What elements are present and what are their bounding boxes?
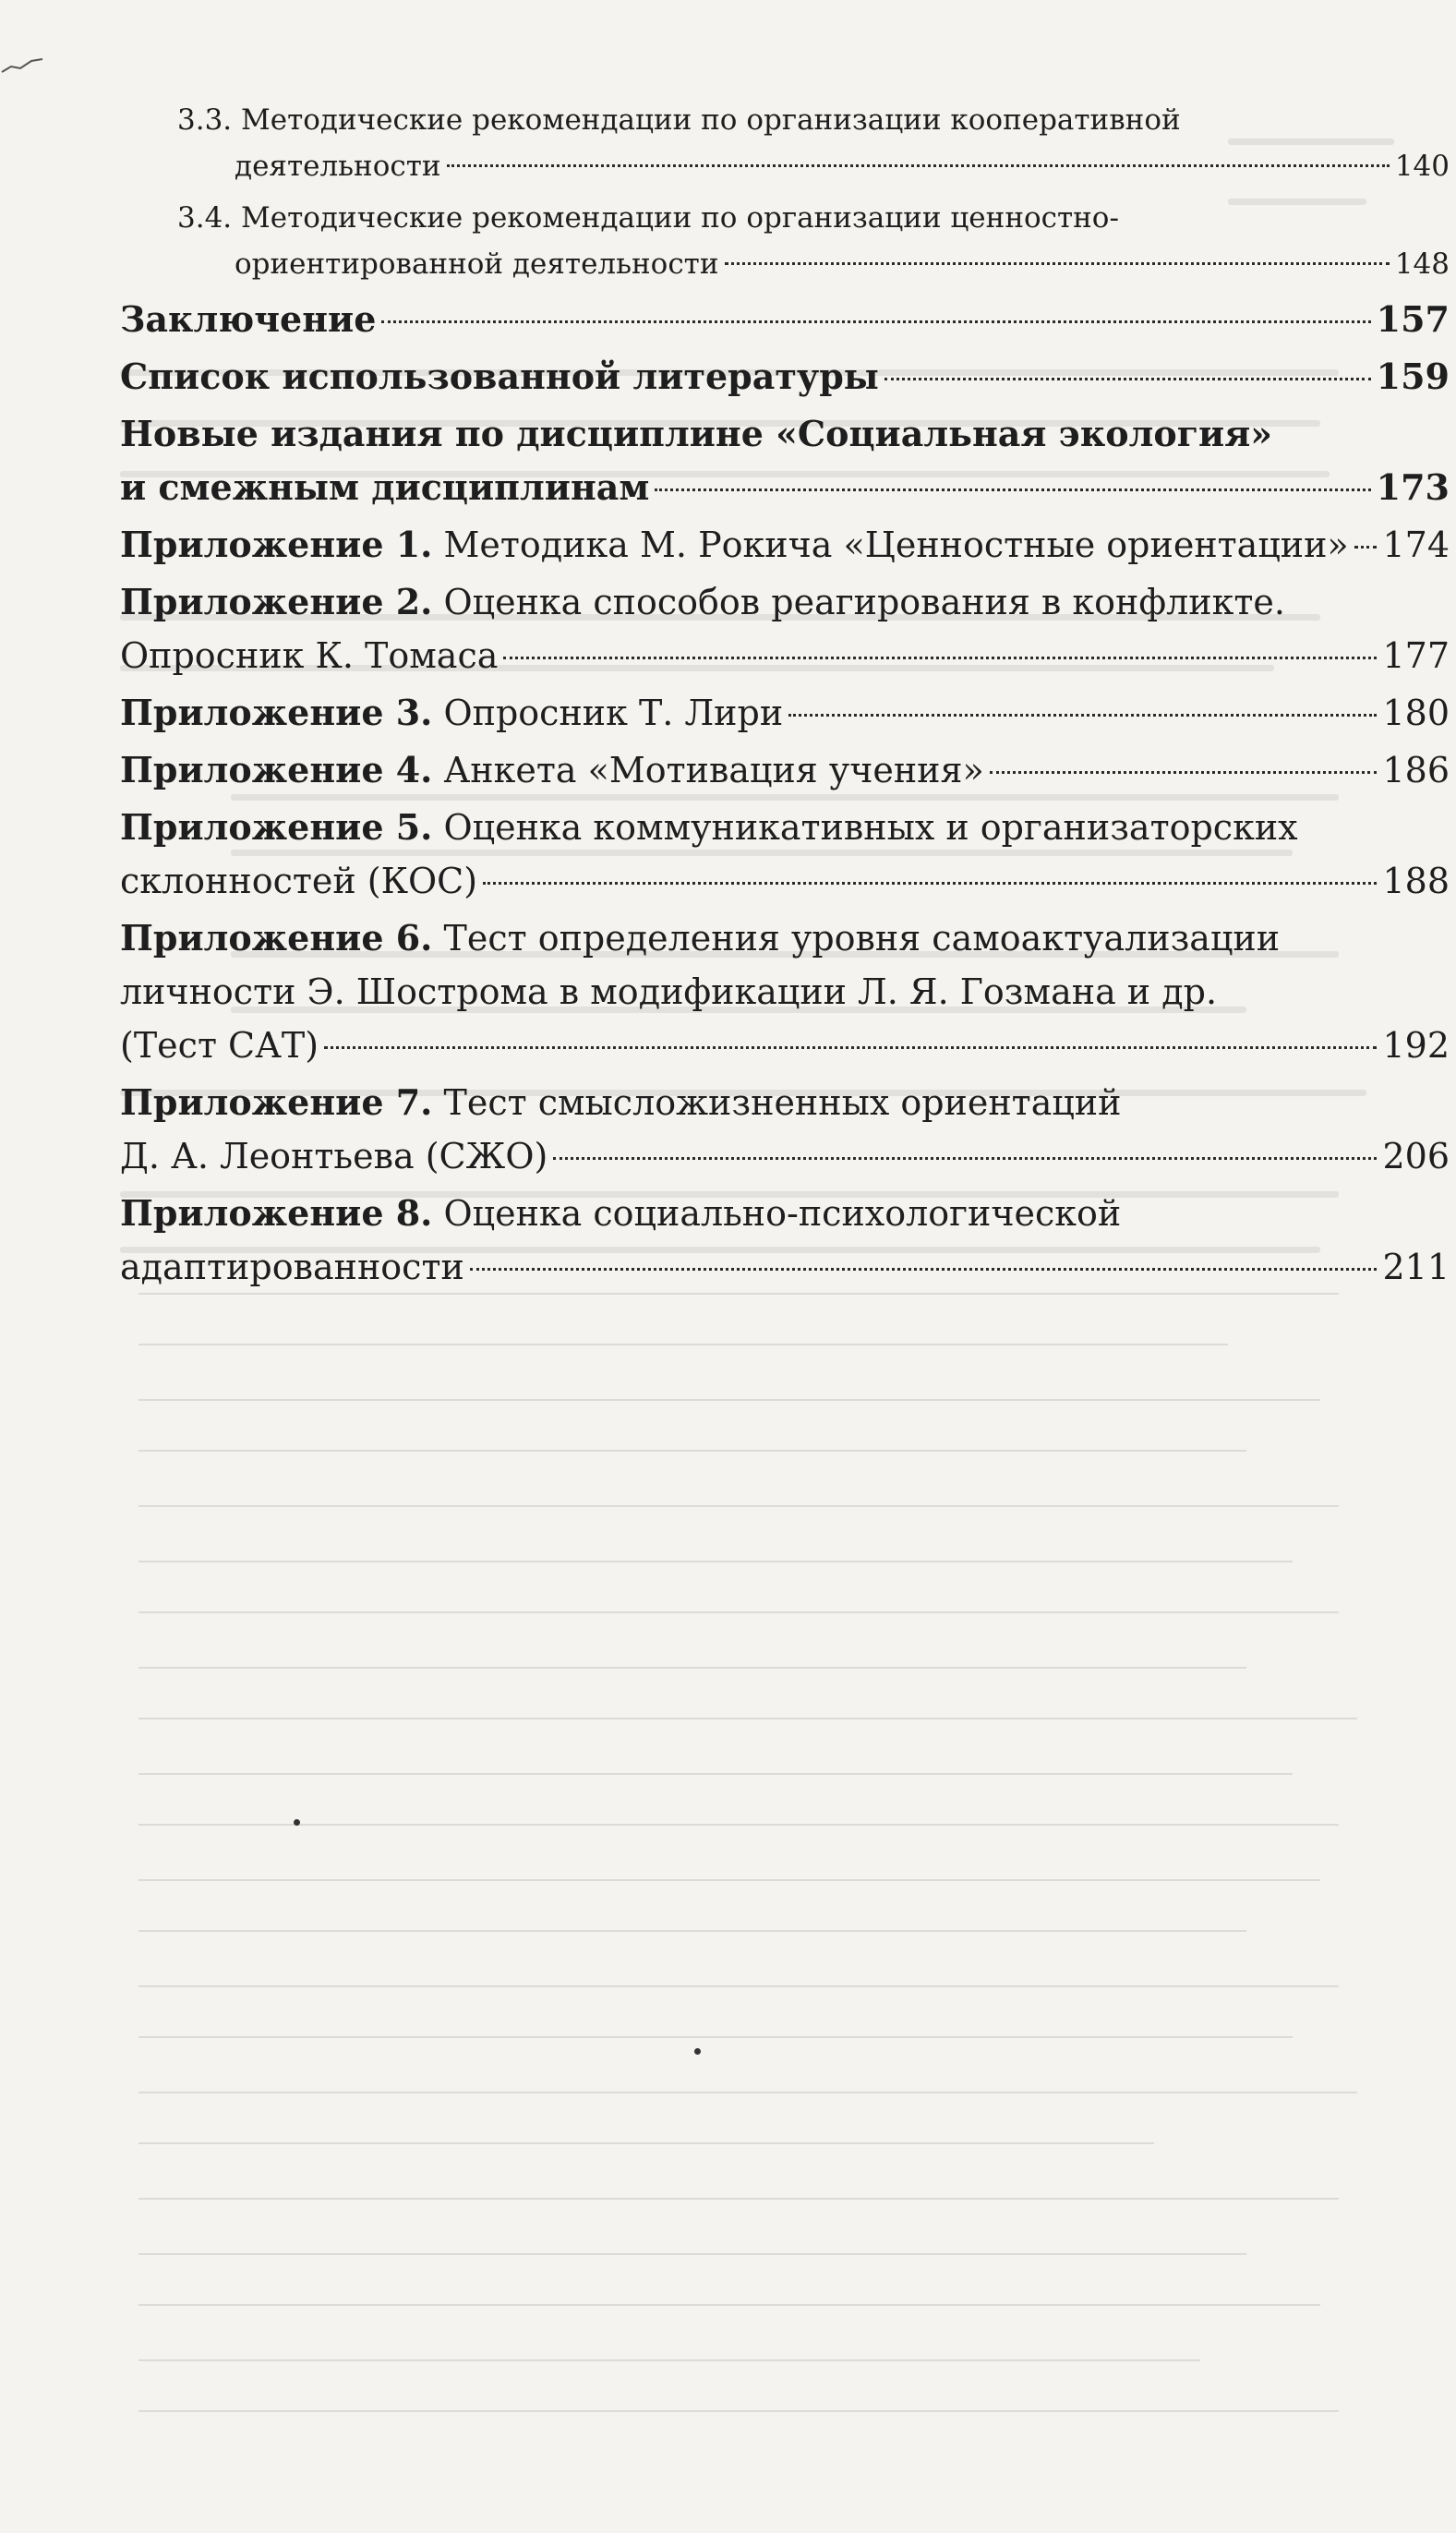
entry-title-continuation: и смежным дисциплинам xyxy=(120,466,650,508)
appendix-label: Приложение 6. xyxy=(120,917,433,959)
toc-entry-new-editions xyxy=(120,407,1450,514)
page-number: 140 xyxy=(1394,150,1450,183)
entry-title: Методические рекомендации по организации ценностно- xyxy=(241,201,1119,235)
scan-mark xyxy=(0,55,46,76)
dot-leader xyxy=(553,1157,1377,1160)
entry-title: Оценка социально-психологической xyxy=(443,1193,1122,1234)
entry-title-continuation: (Тест САТ) xyxy=(120,1025,319,1066)
page-number: 186 xyxy=(1382,750,1450,790)
entry-title: Методика М. Рокича «Ценностные ориентации» xyxy=(443,525,1349,565)
toc-entry-appendix-1 xyxy=(120,518,1450,572)
dot-leader xyxy=(884,378,1371,380)
entry-title: Оценка коммуникативных и организаторских xyxy=(443,807,1298,848)
entry-title-continuation: ориентированной деятельности xyxy=(235,247,719,281)
dot-leader xyxy=(324,1046,1377,1049)
appendix-label: Приложение 5. xyxy=(120,806,433,848)
toc-entry-appendix-4 xyxy=(120,743,1450,797)
entry-title: Методические рекомендации по организации кооперативной xyxy=(241,103,1181,137)
dot-leader xyxy=(483,882,1377,885)
page-number: 177 xyxy=(1382,635,1450,676)
toc-entry-3-3 xyxy=(120,97,1450,189)
toc-entry-appendix-2 xyxy=(120,575,1450,682)
entry-title: Оценка способов реагирования в конфликте. xyxy=(443,582,1285,622)
entry-title-continuation: деятельности xyxy=(235,150,441,183)
appendix-label: Приложение 7. xyxy=(120,1081,433,1123)
entry-title-continuation: склонностей (КОС) xyxy=(120,861,478,901)
entry-title: Заключение xyxy=(120,298,377,340)
entry-title: Список использованной литературы xyxy=(120,356,879,397)
toc-entry-appendix-6 xyxy=(120,911,1450,1072)
toc-entry-3-4 xyxy=(120,195,1450,287)
page-number: 180 xyxy=(1382,693,1450,733)
page-number: 148 xyxy=(1394,247,1450,281)
appendix-label: Приложение 1. xyxy=(120,524,433,565)
page-number: 211 xyxy=(1382,1247,1450,1287)
dot-leader xyxy=(725,262,1390,265)
dot-leader xyxy=(1354,546,1378,549)
dot-leader xyxy=(655,489,1370,491)
entry-title-continuation: Опросник К. Томаса xyxy=(120,635,499,676)
dot-leader xyxy=(470,1268,1378,1271)
page-number: 173 xyxy=(1376,466,1450,508)
table-of-contents xyxy=(120,97,1450,1294)
section-number: 3.3. xyxy=(177,103,233,137)
dot-leader xyxy=(788,714,1377,717)
appendix-label: Приложение 4. xyxy=(120,749,433,790)
page-number: 174 xyxy=(1382,525,1450,565)
ink-spot xyxy=(694,2048,701,2055)
toc-entry-appendix-7 xyxy=(120,1076,1450,1183)
entry-title-continuation: адаптированности xyxy=(120,1247,464,1287)
entry-title: Анкета «Мотивация учения» xyxy=(443,750,984,790)
entry-title-continuation: Д. А. Леонтьева (СЖО) xyxy=(120,1136,548,1176)
appendix-label: Приложение 8. xyxy=(120,1192,433,1234)
toc-entry-appendix-3 xyxy=(120,686,1450,740)
entry-title: Опросник Т. Лири xyxy=(443,693,784,733)
page-number: 157 xyxy=(1376,298,1450,340)
dot-leader xyxy=(447,164,1390,167)
section-number: 3.4. xyxy=(177,201,233,235)
page-number: 159 xyxy=(1376,356,1450,397)
page-number: 192 xyxy=(1382,1025,1450,1066)
entry-title: Тест смысложизненных ориентаций xyxy=(443,1082,1122,1123)
dot-leader xyxy=(990,771,1378,774)
toc-entry-appendix-8 xyxy=(120,1187,1450,1294)
dot-leader xyxy=(381,320,1370,323)
dot-leader xyxy=(503,657,1377,659)
entry-title: Новые издания по дисциплине «Социальная экология» xyxy=(120,413,1273,454)
ink-spot xyxy=(294,1819,300,1826)
toc-entry-references xyxy=(120,350,1450,404)
appendix-label: Приложение 2. xyxy=(120,581,433,622)
page-number: 206 xyxy=(1382,1136,1450,1176)
toc-entry-conclusion xyxy=(120,293,1450,346)
entry-title-continuation: личности Э. Шострома в модификации Л. Я. Гозмана и др. xyxy=(120,971,1218,1012)
appendix-label: Приложение 3. xyxy=(120,692,433,733)
page-number: 188 xyxy=(1382,861,1450,901)
entry-title: Тест определения уровня самоактуализации xyxy=(443,918,1281,959)
toc-entry-appendix-5 xyxy=(120,801,1450,908)
